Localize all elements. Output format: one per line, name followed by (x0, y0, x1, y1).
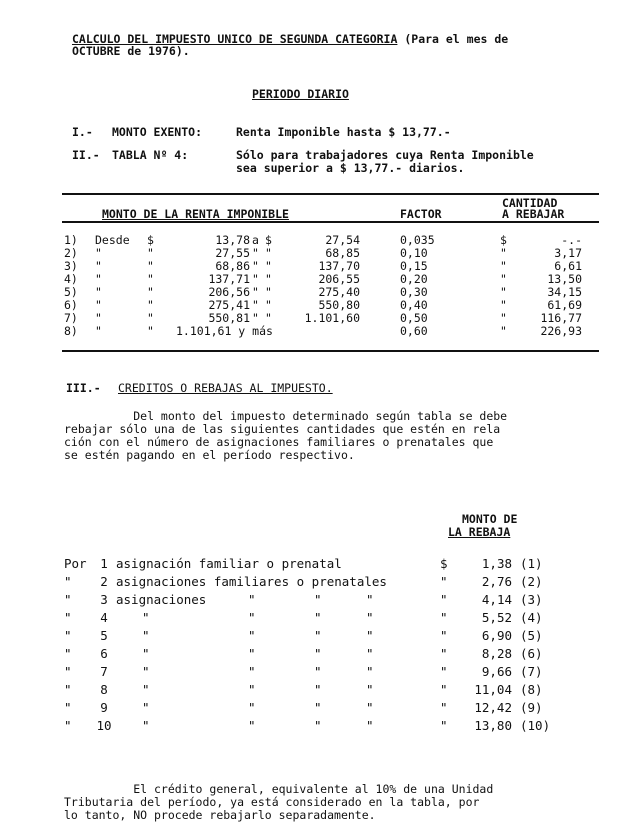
credit-cell-prefix: Por (64, 556, 87, 571)
credit-table-row (0, 557, 630, 575)
tax-cell-cur3: " (500, 298, 507, 312)
credit-cell-desc: asignaciones familiares o prenatales (116, 574, 387, 589)
credit-cell-desc: " (142, 646, 150, 661)
tax-cell-factor: 0,50 (400, 311, 428, 325)
credit-cell-cur: " (440, 574, 448, 589)
credit-cell-n: 4 (100, 610, 108, 625)
credit-cell-d2: " (314, 610, 322, 625)
tax-cell-to: 27,54 (325, 233, 360, 247)
tax-cell-cur3: " (500, 311, 507, 325)
credit-cell-d1: " (248, 700, 256, 715)
tax-cell-cur: " (147, 259, 154, 273)
tax-cell-factor: 0,20 (400, 272, 428, 286)
credit-cell-cur: " (440, 646, 448, 661)
credit-table-row (0, 593, 630, 611)
credit-cell-d2: " (314, 628, 322, 643)
credit-cell-amount: 11,04 (474, 682, 512, 697)
tax-cell-cur2: " (265, 298, 272, 312)
credit-cell-d3: " (366, 628, 374, 643)
credit-cell-ref: (8) (520, 682, 543, 697)
tax-cell-rebajar: 6,61 (554, 259, 582, 273)
credit-cell-prefix: " (64, 574, 72, 589)
tax-cell-from: 275,41 (208, 298, 250, 312)
credit-cell-n: 9 (100, 700, 108, 715)
tax-cell-cur2: " (265, 285, 272, 299)
credit-table-row (0, 575, 630, 593)
credit-cell-amount: 6,90 (481, 628, 512, 643)
tax-cell-num: 5) (64, 285, 78, 299)
tax-cell-from: 13,78 (215, 233, 250, 247)
credit-cell-ref: (7) (520, 664, 543, 679)
tax-cell-cur: " (147, 285, 154, 299)
periodo-heading: PERIODO DIARIO (252, 87, 349, 101)
credit-cell-cur: " (440, 664, 448, 679)
credit-cell-desc: " (142, 682, 150, 697)
tax-cell-desde: " (95, 324, 102, 338)
section2-text-line2: sea superior a $ 13,77.- diarios. (236, 161, 465, 175)
tax-cell-desde: " (95, 285, 102, 299)
credit-cell-d3: " (366, 700, 374, 715)
credit-cell-d2: " (314, 646, 322, 661)
header-factor: FACTOR (400, 207, 442, 221)
credit-cell-desc: " (142, 628, 150, 643)
title-line-2: OCTUBRE de 1976). (72, 44, 190, 58)
section2-text-line1: Sólo para trabajadores cuya Renta Imponible (236, 148, 534, 162)
tax-cell-from: 550,81 (208, 311, 250, 325)
credit-cell-desc: " (142, 718, 150, 733)
credit-cell-prefix: " (64, 700, 72, 715)
tax-cell-desde: Desde (95, 233, 130, 247)
section3-para-line2: rebajar sólo una de las siguientes cantidades que estén en rela (64, 422, 501, 436)
credit-cell-n: 2 (100, 574, 108, 589)
tax-cell-sep: " (252, 259, 259, 273)
tax-cell-sep: a (252, 233, 259, 247)
tax-cell-sep: " (252, 311, 259, 325)
tax-cell-num: 1) (64, 233, 78, 247)
tax-cell-num: 6) (64, 298, 78, 312)
credit-cell-d3: " (366, 682, 374, 697)
footer-line1: El crédito general, equivalente al 10% de una Unidad (64, 782, 494, 796)
header-monto: MONTO DE LA RENTA IMPONIBLE (102, 207, 289, 221)
credit-cell-ref: (3) (520, 592, 543, 607)
tax-cell-from: 27,55 (215, 246, 250, 260)
tax-cell-desde: " (95, 298, 102, 312)
credit-cell-prefix: " (64, 628, 72, 643)
credit-cell-d3: " (366, 718, 374, 733)
tax-cell-cur3: " (500, 246, 507, 260)
credit-cell-n: 10 (96, 718, 112, 733)
tax-cell-cur2: " (265, 246, 272, 260)
tax-cell-to: 206,55 (318, 272, 360, 286)
section3-number: III.- (66, 381, 101, 395)
title-rest: (Para el mes de (397, 32, 509, 46)
tax-cell-rebajar: 34,15 (547, 285, 582, 299)
credit-cell-ref: (6) (520, 646, 543, 661)
credit-cell-prefix: " (64, 664, 72, 679)
credit-cell-cur: " (440, 700, 448, 715)
tax-cell-rebajar: 13,50 (547, 272, 582, 286)
credit-cell-amount: 5,52 (481, 610, 512, 625)
tax-cell-rebajar: -.- (561, 233, 582, 247)
footer-line2: Tributaria del período, ya está considerado en la tabla, por (64, 795, 480, 809)
credit-cell-cur: " (440, 718, 448, 733)
credit-cell-n: 7 (100, 664, 108, 679)
tax-cell-from: 68,86 (215, 259, 250, 273)
credit-cell-d1: " (248, 592, 256, 607)
tax-cell-cur: " (147, 298, 154, 312)
credit-cell-amount: 2,76 (481, 574, 512, 589)
credit-cell-n: 8 (100, 682, 108, 697)
header-cantidad-line1: CANTIDAD (502, 196, 558, 210)
section1-number: I.- (72, 125, 93, 139)
section3-para-line4: se estén pagando en el período respectivo. (64, 448, 355, 462)
header-cantidad-line2: A REBAJAR (502, 207, 565, 221)
tax-cell-cur: $ (147, 233, 154, 247)
credit-cell-amount: 8,28 (481, 646, 512, 661)
tax-cell-rebajar: 226,93 (540, 324, 582, 338)
credit-cell-d1: " (248, 664, 256, 679)
tax-cell-factor: 0,60 (400, 324, 428, 338)
tax-cell-factor: 0,40 (400, 298, 428, 312)
credit-cell-amount: 12,42 (474, 700, 512, 715)
tax-cell-to: 68,85 (325, 246, 360, 260)
tax-cell-cur2: " (265, 272, 272, 286)
tax-cell-cur3: " (500, 324, 507, 338)
credit-table-row (0, 611, 630, 629)
tax-cell-cur3: " (500, 285, 507, 299)
credit-cell-d1: " (248, 682, 256, 697)
credit-cell-d3: " (366, 592, 374, 607)
credit-cell-ref: (5) (520, 628, 543, 643)
tax-cell-cur: " (147, 246, 154, 260)
credit-cell-amount: 4,14 (481, 592, 512, 607)
tax-cell-cur2: $ (265, 233, 272, 247)
credit-table-row (0, 647, 630, 665)
credit-cell-d2: " (314, 664, 322, 679)
credit-table-row (0, 629, 630, 647)
table-bottom-rule (62, 350, 599, 352)
credit-cell-amount: 9,66 (481, 664, 512, 679)
tax-cell-sep: " (252, 272, 259, 286)
credit-cell-prefix: " (64, 718, 72, 733)
credit-cell-n: 3 (100, 592, 108, 607)
credit-cell-desc: " (142, 664, 150, 679)
credit-cell-amount: 1,38 (481, 556, 512, 571)
credit-cell-desc: asignación familiar o prenatal (116, 556, 342, 571)
tax-cell-to: 137,70 (318, 259, 360, 273)
credit-cell-d1: " (248, 718, 256, 733)
credit-cell-d3: " (366, 610, 374, 625)
credit-cell-ref: (9) (520, 700, 543, 715)
credit-cell-desc: asignaciones (116, 592, 207, 607)
credit-cell-d1: " (248, 628, 256, 643)
credit-cell-d2: " (314, 592, 322, 607)
credit-cell-d1: " (248, 646, 256, 661)
tax-cell-num: 3) (64, 259, 78, 273)
credit-cell-cur: " (440, 628, 448, 643)
tax-cell-desde: " (95, 311, 102, 325)
tax-cell-from: 137,71 (208, 272, 250, 286)
credit-cell-n: 1 (100, 556, 108, 571)
tax-cell-cur: " (147, 324, 154, 338)
footer-line3: lo tanto, NO procede rebajarlo separadamente. (64, 808, 376, 822)
tax-cell-num: 7) (64, 311, 78, 325)
credit-cell-prefix: " (64, 610, 72, 625)
credit-cell-cur: " (440, 682, 448, 697)
tax-cell-cur3: " (500, 259, 507, 273)
credit-cell-desc: " (142, 610, 150, 625)
credit-table-row (0, 719, 630, 737)
tax-cell-rebajar: 116,77 (540, 311, 582, 325)
credit-cell-desc: " (142, 700, 150, 715)
tax-cell-factor: 0,15 (400, 259, 428, 273)
credit-cell-d2: " (314, 700, 322, 715)
section1-text: Renta Imponible hasta $ 13,77.- (236, 125, 451, 139)
section2-label: TABLA Nº 4: (112, 148, 189, 162)
credit-cell-ref: (1) (520, 556, 543, 571)
tax-cell-to: 275,40 (318, 285, 360, 299)
table-top-rule (62, 193, 599, 195)
credit-cell-ref: (10) (520, 718, 551, 733)
credit-cell-cur: " (440, 592, 448, 607)
credit-cell-d2: " (314, 682, 322, 697)
credit-cell-prefix: " (64, 682, 72, 697)
tax-cell-cur2: " (265, 259, 272, 273)
credit-cell-d3: " (366, 664, 374, 679)
tax-cell-factor: 0,035 (400, 233, 435, 247)
tax-cell-factor: 0,30 (400, 285, 428, 299)
tax-cell-sep: " (252, 246, 259, 260)
tax-cell-from: 1.101,61 y más (176, 324, 273, 338)
credit-header-line1: MONTO DE (462, 512, 518, 526)
tax-cell-from: 206,56 (208, 285, 250, 299)
tax-cell-factor: 0,10 (400, 246, 428, 260)
credit-table-row (0, 701, 630, 719)
tax-cell-cur: " (147, 272, 154, 286)
section3-para-line3: ción con el número de asignaciones familiares o prenatales que (64, 435, 494, 449)
tax-cell-desde: " (95, 259, 102, 273)
credit-cell-d3: " (366, 646, 374, 661)
tax-cell-num: 4) (64, 272, 78, 286)
section3-title: CREDITOS O REBAJAS AL IMPUESTO. (118, 381, 333, 395)
tax-cell-num: 8) (64, 324, 78, 338)
section2-number: II.- (72, 148, 100, 162)
credit-cell-n: 5 (100, 628, 108, 643)
credit-cell-ref: (4) (520, 610, 543, 625)
tax-cell-sep: " (252, 285, 259, 299)
tax-cell-desde: " (95, 246, 102, 260)
credit-cell-prefix: " (64, 646, 72, 661)
credit-cell-ref: (2) (520, 574, 543, 589)
tax-table-row (0, 325, 630, 338)
credit-cell-amount: 13,80 (474, 718, 512, 733)
tax-cell-to: 550,80 (318, 298, 360, 312)
credit-header-line2: LA REBAJA (448, 525, 511, 539)
tax-cell-rebajar: 3,17 (554, 246, 582, 260)
tax-cell-cur: " (147, 311, 154, 325)
credit-cell-cur: " (440, 610, 448, 625)
credit-table-row (0, 683, 630, 701)
title-underlined: CALCULO DEL IMPUESTO UNICO DE SEGUNDA CATEGORIA (72, 32, 398, 46)
tax-cell-num: 2) (64, 246, 78, 260)
credit-table-row (0, 665, 630, 683)
section1-label: MONTO EXENTO: (112, 125, 203, 139)
tax-cell-cur3: " (500, 272, 507, 286)
tax-cell-rebajar: 61,69 (547, 298, 582, 312)
tax-cell-sep: " (252, 298, 259, 312)
credit-cell-d2: " (314, 718, 322, 733)
tax-cell-desde: " (95, 272, 102, 286)
tax-cell-cur2: " (265, 311, 272, 325)
credit-cell-prefix: " (64, 592, 72, 607)
tax-cell-to: 1.101,60 (304, 311, 360, 325)
credit-cell-d1: " (248, 610, 256, 625)
table-header-rule (62, 221, 599, 223)
tax-cell-cur3: $ (500, 233, 507, 247)
credit-cell-cur: $ (440, 556, 448, 571)
section3-para-line1: Del monto del impuesto determinado según tabla se debe (64, 409, 508, 423)
credit-cell-n: 6 (100, 646, 108, 661)
